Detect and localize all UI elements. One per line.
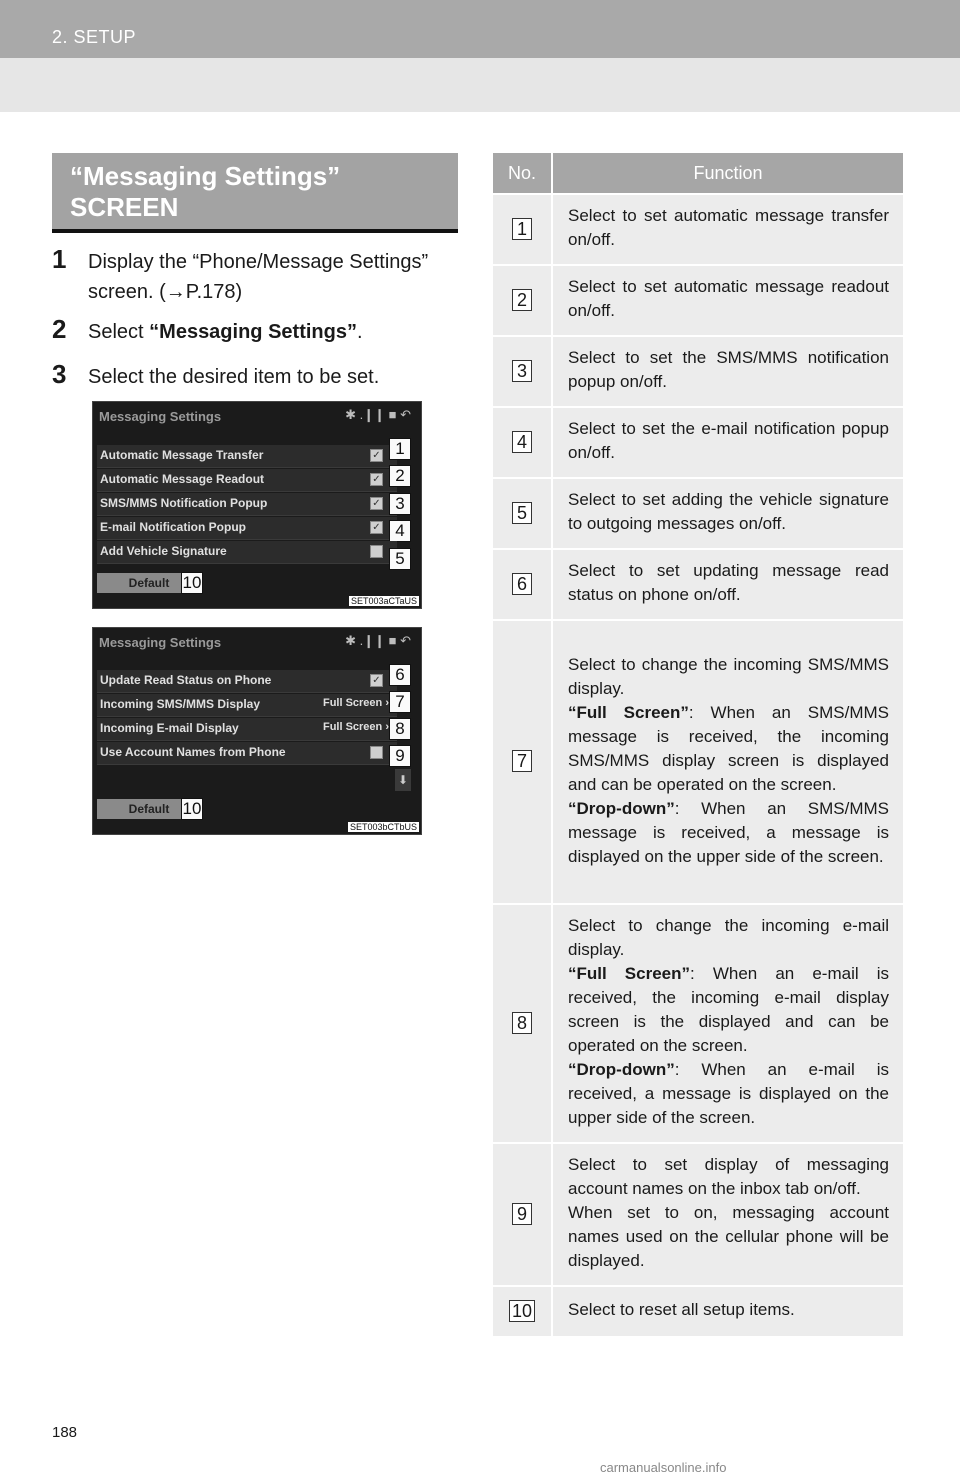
page-heading [52,153,458,233]
option-label-full-screen: “Full Screen” [568,702,689,722]
setting-label: Add Vehicle Signature [100,544,227,558]
row-function: Select to set the e-mail notification popup on/off. [552,407,903,478]
checkbox-icon[interactable]: ✓ [370,473,383,486]
option-label-full-screen: “Full Screen” [568,964,691,983]
option-text-drop-down: : When an SMS/MMS message is received, a message is displayed on the upper side of the screen. [568,798,889,866]
table-row [493,194,903,265]
step-number: 1 [52,244,67,274]
setting-row-update-read-status[interactable] [97,670,397,693]
callout-badge: 2 [389,465,411,487]
row-number-cell [493,265,552,336]
image-code: SET003bCTbUS [349,822,417,832]
step-3 [52,359,462,392]
step-text-suffix: . [356,321,363,343]
step-bold-label: “Messaging Settings” [149,321,357,343]
setting-value: Full Screen › [322,697,389,709]
row-function-intro: Select to change the incoming SMS/MMS display. [568,654,889,698]
row-function: Select to reset all setup items. [552,1286,903,1336]
row-number: 2 [512,289,532,311]
callout-badge: 7 [389,691,411,713]
row-number-cell [493,549,552,620]
row-function: Select to set adding the vehicle signature to outgoing messages on/off. [552,478,903,549]
table-row [493,265,903,336]
row-number: 3 [512,360,532,382]
row-number-cell [493,1143,552,1286]
default-button[interactable]: Default [97,799,201,819]
checkbox-icon[interactable] [370,746,383,759]
option-label-drop-down: “Drop-down” [568,1060,675,1079]
row-function-intro: Select to set display of messaging account names on the inbox tab on/off. [568,1155,889,1198]
screenshot-messaging-settings-2 [92,627,422,835]
footer-watermark: carmanualsonline.info [600,1460,727,1475]
table-row [493,1286,903,1336]
setting-label: SMS/MMS Notification Popup [100,496,268,510]
step-number: 2 [52,314,67,344]
row-number-cell [493,1286,552,1336]
callout-badge: 1 [389,438,411,460]
setting-row-incoming-sms-mms-display[interactable] [97,694,397,717]
row-number-cell [493,336,552,407]
status-icons: ✱ .❙❙ ■ ↶ [345,407,411,422]
image-code: SET003aCTaUS [350,596,417,606]
step-number: 3 [52,359,67,389]
callout-badge: 6 [389,664,411,686]
callout-badge: 9 [389,745,411,767]
row-number-cell [493,620,552,904]
table-row [493,620,903,904]
option-label-drop-down: “Drop-down” [568,798,675,818]
row-number-cell [493,478,552,549]
checkbox-icon[interactable]: ✓ [370,449,383,462]
setting-row-incoming-email-display[interactable] [97,718,397,741]
screen-title: Messaging Settings [99,635,222,650]
callout-badge: 4 [389,520,411,542]
setting-label: Incoming E-mail Display [100,721,239,735]
table-row [493,336,903,407]
row-function: Select to set updating message read status on phone on/off. [552,549,903,620]
setting-row-email-notification-popup[interactable] [97,517,397,540]
step-text-prefix: Select [88,321,150,343]
setting-label: E-mail Notification Popup [100,520,246,534]
setting-row-add-vehicle-signature[interactable] [97,541,397,564]
step-text [88,317,462,347]
row-function-intro: Select to change the incoming e-mail display. [568,916,889,959]
row-number-cell [493,407,552,478]
row-number: 10 [509,1300,535,1322]
table-row [493,904,903,1143]
row-number-cell [493,194,552,265]
table-header-row [493,153,903,194]
row-function [552,1143,903,1286]
column-header-no: No. [493,153,552,194]
setting-row-sms-mms-notification-popup[interactable] [97,493,397,516]
option-text-drop-down: : When an e-mail is received, a message is displayed on the upper side of the screen. [568,1060,889,1127]
screen-title: Messaging Settings [99,409,222,424]
column-header-function: Function [552,153,903,194]
row-number: 1 [512,218,532,240]
status-icons: ✱ .❙❙ ■ ↶ [345,633,411,648]
checkbox-icon[interactable] [370,545,383,558]
option-text-full-screen: : When an SMS/MMS message is received, the incoming SMS/MMS display screen is displayed and can be operated on the screen. [568,702,890,794]
step-2 [52,314,462,347]
row-number: 6 [512,573,532,595]
option-text-full-screen: : When an e-mail is received, the incoming e-mail display screen is the displayed and can be operated on the screen. [568,964,889,1055]
row-function: Select to set automatic message transfer on/off. [552,194,903,265]
setting-label: Automatic Message Transfer [100,448,264,462]
callout-badge: 10 [182,799,202,818]
checkbox-icon[interactable]: ✓ [370,521,383,534]
setting-row-automatic-message-transfer[interactable] [97,445,397,468]
table-row [493,1143,903,1286]
callout-badge: 8 [389,718,411,740]
setting-label: Incoming SMS/MMS Display [100,697,261,711]
screenshot-messaging-settings-1 [92,401,422,609]
setting-row-use-account-names[interactable] [97,742,397,765]
top-bar [0,0,960,58]
checkbox-icon[interactable]: ✓ [370,674,383,687]
page-number: 188 [52,1424,78,1441]
row-number: 8 [512,1012,532,1034]
default-button[interactable]: Default [97,573,201,593]
table-row [493,407,903,478]
section-title: 2. SETUP [52,27,137,47]
row-function [552,904,903,1143]
header-band [0,58,960,112]
scroll-down-icon[interactable]: ⬇ [395,769,411,791]
step-text: Select the desired item to be set. [88,366,380,388]
row-function-extra: When set to on, messaging account names used on the cellular phone will be displayed. [568,1203,889,1270]
row-number: 5 [512,502,532,524]
table-row [493,549,903,620]
row-function [552,620,903,904]
callout-badge: 10 [182,573,202,592]
setting-label: Use Account Names from Phone [100,745,286,759]
setting-value: Full Screen › [322,721,389,733]
table-row [493,478,903,549]
heading-text [70,161,340,223]
callout-badge: 3 [389,493,411,515]
row-function: Select to set the SMS/MMS notification popup on/off. [552,336,903,407]
function-table [493,153,903,1336]
heading-line-1: “Messaging Settings” [70,161,341,191]
checkbox-icon[interactable]: ✓ [370,497,383,510]
setting-label: Automatic Message Readout [100,472,265,486]
setting-label: Update Read Status on Phone [100,673,272,687]
setting-row-automatic-message-readout[interactable] [97,469,397,492]
row-number: 9 [512,1203,532,1225]
callout-badge: 5 [389,548,411,570]
row-number: 7 [512,750,532,772]
row-number-cell [493,904,552,1143]
row-function: Select to set automatic message readout on/off. [552,265,903,336]
heading-line-2: SCREEN [70,192,179,222]
step-1 [52,244,462,307]
step-text: Display the “Phone/Message Settings” screen. (→P.178) [88,251,429,303]
row-number: 4 [512,431,532,453]
